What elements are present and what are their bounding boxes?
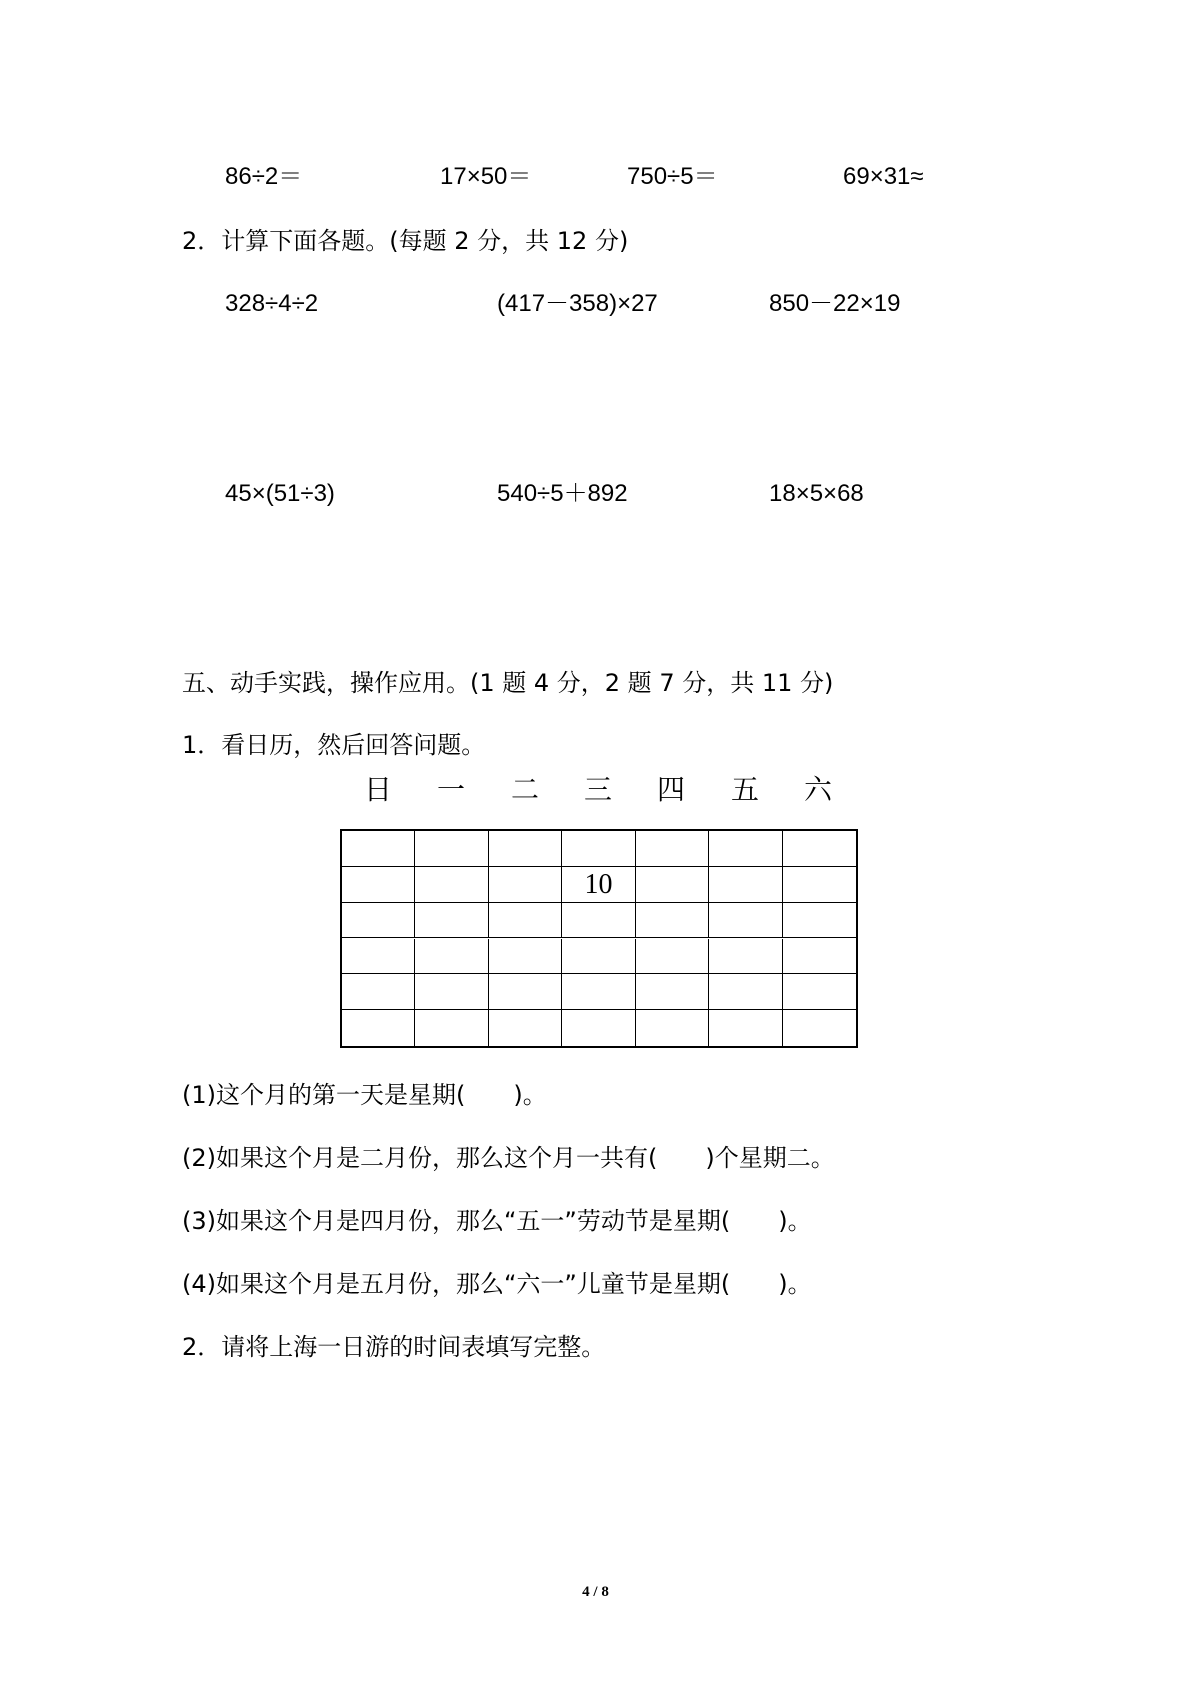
expression-18: 18×5×68 (769, 480, 864, 507)
calendar-cell (342, 831, 415, 867)
calendar-cell (709, 1010, 782, 1046)
calendar-cell (489, 831, 562, 867)
weekday-saturday: 六 (803, 773, 833, 806)
calendar-cell (562, 939, 635, 975)
calendar-cell (415, 939, 488, 975)
expression-86-div-2: 86÷2＝ (225, 163, 303, 190)
weekday-thursday: 四 (656, 773, 686, 806)
calendar-cell (783, 939, 856, 975)
weekday-friday: 五 (730, 773, 760, 806)
calendar-cell (489, 1010, 562, 1046)
question-1-2: (2)如果这个月是二月份，那么这个月一共有( )个星期二。 (182, 1144, 835, 1172)
calendar-cell (562, 974, 635, 1010)
expression-540: 540÷5＋892 (497, 480, 628, 507)
calendar-cell (709, 903, 782, 939)
calendar-cell (636, 903, 709, 939)
calendar-cell (636, 1010, 709, 1046)
calendar-cell (415, 867, 488, 903)
question-1-3: (3)如果这个月是四月份，那么“五一”劳动节是星期( )。 (182, 1207, 812, 1235)
expression-750-div-5: 750÷5＝ (627, 163, 718, 190)
calendar-cell (415, 974, 488, 1010)
calendar-cell (415, 831, 488, 867)
page-number: 4 / 8 (582, 1584, 609, 1600)
calendar-cell (636, 974, 709, 1010)
calendar-cell: 10 (562, 867, 635, 903)
calendar-cell (783, 974, 856, 1010)
calendar-cell (562, 1010, 635, 1046)
calendar-cell (342, 903, 415, 939)
weekday-tuesday: 二 (510, 773, 540, 806)
weekday-wednesday: 三 (583, 773, 613, 806)
calendar-cell (415, 903, 488, 939)
calendar-cell (636, 831, 709, 867)
calendar-cell (636, 939, 709, 975)
calendar-cell (415, 1010, 488, 1046)
weekday-sunday: 日 (363, 773, 393, 806)
question-2-schedule-heading: 2．请将上海一日游的时间表填写完整。 (182, 1333, 606, 1361)
question-1-4: (4)如果这个月是五月份，那么“六一”儿童节是星期( )。 (182, 1270, 812, 1298)
calendar-cell (783, 903, 856, 939)
calendar-cell (709, 974, 782, 1010)
calendar-cell (783, 1010, 856, 1046)
calendar-cell (562, 831, 635, 867)
calendar-cell (709, 939, 782, 975)
question-1-heading: 1．看日历，然后回答问题。 (182, 731, 486, 759)
calendar-cell (342, 939, 415, 975)
calendar-cell (783, 831, 856, 867)
calendar-cell (489, 974, 562, 1010)
calendar-cell (342, 974, 415, 1010)
calendar-cell (562, 903, 635, 939)
weekday-monday: 一 (436, 773, 466, 806)
calendar-grid (340, 829, 858, 1048)
expression-850: 850－22×19 (769, 290, 901, 317)
expression-328: 328÷4÷2 (225, 290, 319, 317)
calendar-cell (342, 1010, 415, 1046)
expression-17-times-50: 17×50＝ (440, 163, 532, 190)
question-1-1: (1)这个月的第一天是星期( )。 (182, 1081, 547, 1109)
expression-45: 45×(51÷3) (225, 480, 335, 507)
question-2-heading: 2．计算下面各题。(每题 2 分，共 12 分) (182, 227, 629, 255)
calendar-cell (489, 939, 562, 975)
expression-69-times-31: 69×31≈ (843, 163, 924, 190)
calendar-cell (709, 867, 782, 903)
calendar-cell (783, 867, 856, 903)
section-5-heading: 五、动手实践，操作应用。(1 题 4 分，2 题 7 分，共 11 分) (182, 669, 834, 697)
calendar-cell (636, 867, 709, 903)
expression-417-358: (417－358)×27 (497, 290, 658, 317)
calendar-cell (489, 867, 562, 903)
calendar-cell (709, 831, 782, 867)
calendar-cell (489, 903, 562, 939)
calendar-cell (342, 867, 415, 903)
